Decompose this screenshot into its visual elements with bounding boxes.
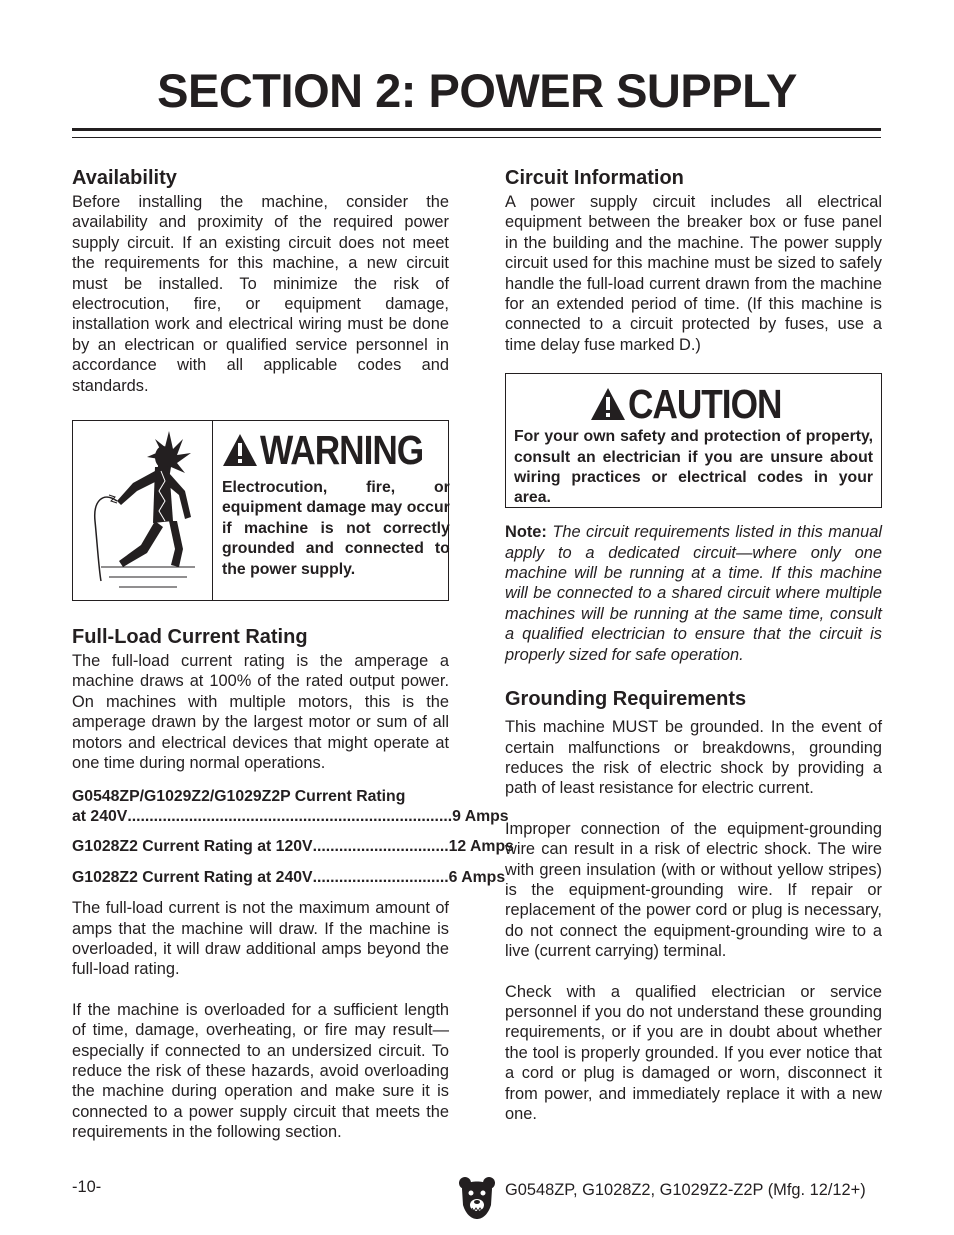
rating-3-leader: ............................... xyxy=(312,868,449,886)
rating-item-3 xyxy=(72,868,506,888)
rating-1-leader: .......................................................................... xyxy=(127,807,453,825)
warning-content xyxy=(213,421,459,600)
footer-model-info: G0548ZP, G1028Z2, G1029Z2-Z2P (Mfg. 12/12+) xyxy=(505,1181,866,1199)
note-paragraph xyxy=(505,522,882,665)
note-label: Note: xyxy=(505,523,547,542)
right-column xyxy=(505,164,882,1124)
caution-label: CAUTION xyxy=(628,381,782,428)
rating-3-label: G1028Z2 Current Rating at 240V xyxy=(72,868,313,886)
grounding-para3: Check with a qualified electrician or service personnel if you do not understand these grounding requirements, or if you are in doubt about whether the tool is properly grounded. If you ever notice that a cord or plug is damaged or worn, disconnect it from power, and immediately replace it with a new one. xyxy=(505,982,882,1123)
grounding-para1: This machine MUST be grounded. In the event of certain malfunctions or breakdowns, grounding reduces the risk of electric shock by providing a path of least resistance for electric current. xyxy=(505,718,882,798)
rating-2-label: G1028Z2 Current Rating at 120V xyxy=(72,838,313,856)
grounding-heading: Grounding Requirements xyxy=(505,688,747,711)
rating-item-2 xyxy=(72,837,514,857)
caution-header xyxy=(514,381,873,428)
rating-2-value: 12 Amps xyxy=(448,838,514,856)
full-load-intro: The full-load current rating is the amperage a machine draws at 100% of the rated output power. On machines with multiple motors, this is the amperage drawn by the largest motor or sum of all motors and electrical devices that might operate at one time during normal operations. xyxy=(72,652,449,773)
circuit-heading: Circuit Information xyxy=(505,167,684,189)
grounding-para2: Improper connection of the equipment-grounding wire can result in a risk of electric shock. The wire with green insulation (with or without yellow stripes) is the equipment-grounding wire. If repair or replacement of the power cord or plug is necessary, do not connect the equipment-grounding wire to a live (current carrying) terminal. xyxy=(505,819,882,961)
bear-logo-icon xyxy=(458,1175,496,1219)
circuit-text: A power supply circuit includes all electrical equipment between the breaker box or fuse panel in the building and the machine. The power supply circuit used for this machine must be sized to safely handle the full-load current drawn from the machine for an extended period of time. (If this machine is connected to a circuit protected by fuses, use a time delay fuse marked D.) xyxy=(505,193,882,354)
caution-box xyxy=(505,373,882,508)
rating-item-1 xyxy=(72,787,509,828)
left-column xyxy=(72,164,514,1143)
note-text: The circuit requirements listed in this manual apply to a dedicated circuit—where only one machine will be running at a time. If this machine will be connected to a shared circuit where multiple machines will be running at the same time, consult a qualified electrician to ensure that the circuit is properly sized for safe operation. xyxy=(505,523,882,664)
full-load-para2: The full-load current is not the maximum amount of amps that the machine will draw. If the machine is overloaded, it will draw additional amps beyond the full-load rating. xyxy=(72,899,449,979)
page-title: SECTION 2: POWER SUPPLY xyxy=(157,64,797,117)
full-load-heading: Full-Load Current Rating xyxy=(72,626,308,649)
rating-1-value: 9 Amps xyxy=(452,807,509,825)
rating-2-leader: ............................... xyxy=(312,838,449,856)
availability-heading: Availability xyxy=(72,167,177,189)
warning-message: Electrocution, fire, or equipment damage may occur if machine is not correctly grounded and connected to the power supply. xyxy=(222,479,450,578)
page-number: -10- xyxy=(72,1178,102,1196)
rating-3-value: 6 Amps xyxy=(448,868,506,886)
warning-label: WARNING xyxy=(260,427,424,474)
warning-box xyxy=(72,420,449,601)
rating-1-label-line2: at 240V xyxy=(72,807,128,825)
title-rule-thin xyxy=(72,137,881,138)
warning-header xyxy=(222,427,450,474)
warning-triangle-icon xyxy=(590,387,626,421)
availability-text: Before installing the machine, consider the availability and proximity of the required power supply circuit. If an existing circuit does not meet the requirements for this machine, a new circuit must be installed. To minimize the risk of electrocution, fire, or equipment damage, installation work and electrical wiring must be done by an electrican or qualified service personnel in accordance with all applicable codes and standards. xyxy=(72,193,449,395)
caution-message: For your own safety and protection of property, consult an electrician if you are unsure about wiring practices or electrical codes in your area. xyxy=(514,428,873,507)
title-rule-thick xyxy=(72,128,881,131)
full-load-para3: If the machine is overloaded for a sufficient length of time, damage, overheating, or fire may result—especially if connected to an undersized circuit. To reduce the risk of these hazards, avoid overloading the machine during operation and make sure it is connected to a power supply circuit that meets the requirements in the following section. xyxy=(72,1000,449,1142)
rating-1-label-line1: G0548ZP/G1029Z2/G1029Z2P Current Rating xyxy=(72,787,406,805)
warning-triangle-icon xyxy=(222,433,258,467)
electrocution-figure-icon xyxy=(73,421,213,600)
